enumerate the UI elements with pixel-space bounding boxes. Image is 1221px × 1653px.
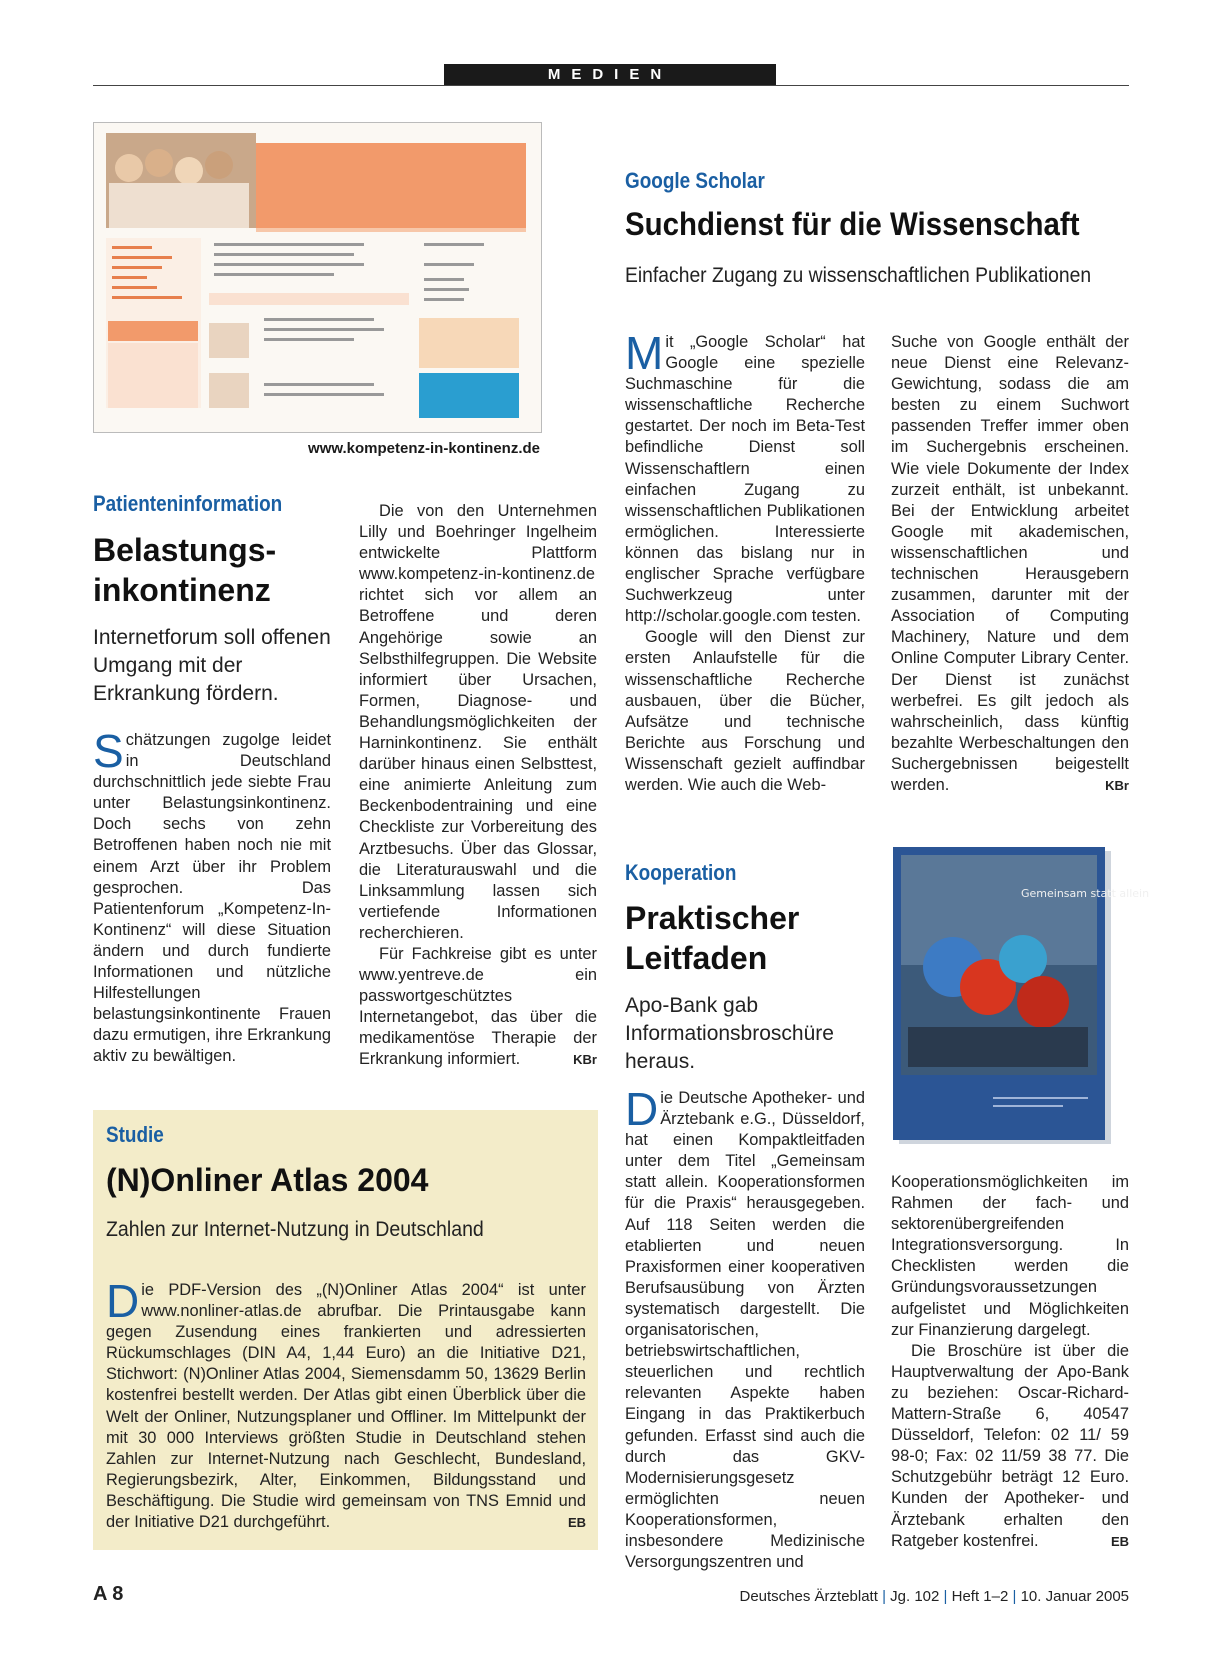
- article3-deck: Apo-Bank gab Informationsbroschüre heraus.: [625, 994, 834, 1073]
- article1-deck: Internetforum soll offenen Umgang mit der Erkrankung fördern.: [93, 626, 331, 705]
- article3-signature: EB: [1110, 1533, 1129, 1549]
- article2-col2-p1: Suche von Google enthält der neue Dienst eine Relevanz-Gewichtung, sodass die am besten zu einem Suchwort passenden Treffer immer oben im Suchergebnis erscheinen. Wie viele Dokumente der Index zurzeit enthält, ist unbekannt. Bei der Entwicklung arbeitet Google mit akademischen, wissenschaftlichen und technischen Herausgebern zusammen, darunter mit der Association of Computing Machinery, Nature und dem Online Computer Library Center. Der Dienst ist zunächst werbefrei. Es gilt jedoch als wahrscheinlich, dass künftig bezahlte Werbeschaltungen den Suchergebnissen beigestellt werden.: [891, 333, 1129, 794]
- screenshot-caption: www.kompetenz-in-kontinenz.de: [308, 440, 540, 457]
- article1-kicker: Patienteninformation: [93, 491, 283, 516]
- article2-column1: [625, 327, 865, 796]
- footer-journal: Deutsches Ärzteblatt: [739, 1588, 878, 1605]
- article2-drop-cap: M: [625, 327, 664, 379]
- article2-headline: Suchdienst für die Wissenschaft: [625, 206, 1080, 242]
- article2-kicker: Google Scholar: [625, 168, 765, 193]
- article3-col2-p2: Die Broschüre ist über die Hauptverwaltung der Apo-Bank zu beziehen: Oscar-Richard-Mattern-Straße 6, 40547 Düsseldorf, Telefon: 02 11/ 59 98-0; Fax: 02 11/59 38 77. Die Schutzgebühr beträgt 12 Euro. Kunden der Apotheker- und Ärztebank erhalten den Ratgeber kostenfrei.: [891, 1341, 1129, 1550]
- article2-signature: KBr: [1105, 777, 1129, 793]
- article1-col2-p2: Für Fachkreise gibt es unter www.yentreve.de ein passwortgeschütztes Internetangebot, das über die medikamentöse Therapie der Erkrankung informiert.: [359, 944, 597, 1069]
- article4-body-text: ie PDF-Version des „(N)Onliner Atlas 2004“ ist unter www.nonliner-atlas.de abrufbar. Die Printausgabe kann gegen Zusendung eines frankierten und adressierten Rückumschlages (DIN A4, 1,44 Euro) an die Initiative D21, Stichwort: (N)Onliner Atlas 2004, Siemensdamm 50, 13629 Berlin kostenfrei bestellt werden. Der Atlas gibt einen Überblick über die Welt der Onliner, Nutzungsplaner und Offliner. Im Mittelpunkt der mit 30 000 Interviews größten Studie in Deutschland stehen Zahlen zur Internet-Nutzung nach Geschlecht, Bundesland, Regierungsbezirk, Alter, Einkommen, Bildungsstand und Beschäftigung. Die Studie wird gemeinsam von TNS Emnid und der Initiative D21 durchgeführt.: [106, 1281, 586, 1532]
- article3-headline: [625, 898, 875, 978]
- article3-kicker: Kooperation: [625, 860, 737, 885]
- footer-date: 10. Januar 2005: [1020, 1588, 1129, 1605]
- article3-column1: [625, 1083, 865, 1573]
- article1-column1: [93, 725, 331, 1068]
- article2-deck: Einfacher Zugang zu wissenschaftlichen Publikationen: [625, 264, 1092, 287]
- article4-kicker: Studie: [106, 1122, 164, 1147]
- article1-col1-p1: chätzungen zugolge leidet in Deutschland durchschnittlich jede siebte Frau unter Belastungsinkontinenz. Doch sechs von zehn Betroffenen haben noch nie mit einem Arzt über ihr Problem gesprochen. Das Patientenforum „Kompetenz-In-Kontinenz“ will diese Situation ändern und durch fundierte Informationen und nützliche Hilfestellungen belastungsinkontinente Frauen dazu ermutigen, ihre Erkrankung aktiv zu bewältigen.: [93, 731, 331, 1066]
- footer-citation: Deutsches Ärzteblatt | Jg. 102 | Heft 1–2 | 10. Januar 2005: [739, 1588, 1129, 1605]
- article3-headline-line2: Leitfaden: [625, 940, 768, 976]
- article2-col1-p1: it „Google Scholar“ hat Google eine spezielle Suchmaschine für die wissenschaftliche Recherche gestartet. Der noch im Beta-Test befindliche Dienst soll Wissenschaftlern einen einfachen Zugang zu wissenschaftlichen Publikationen ermöglichen. Interessierte können das bislang nur in englischer Sprache verfügbare Suchwerkzeug unter http://scholar.google.com testen.: [625, 333, 865, 626]
- website-screenshot-graphic: [94, 123, 541, 432]
- article4-deck: Zahlen zur Internet-Nutzung in Deutschland: [106, 1218, 484, 1241]
- article4-headline: (N)Onliner Atlas 2004: [106, 1162, 429, 1198]
- header-rule: [93, 85, 1129, 86]
- article3-drop-cap: D: [625, 1083, 659, 1135]
- brochure-cover-graphic: [893, 847, 1150, 1144]
- article3-col1-p1: ie Deutsche Apotheker- und Ärztebank e.G., Düsseldorf, hat einen Kompaktleitfaden unter dem Titel „Gemeinsam statt allein. Kooperationsformen für die Praxis“ herausgegeben. Auf 118 Seiten werden die etablierten und neuen Praxisformen einer kooperativen Berufsausübung von Ärzten systematisch dargestellt. Die organisatorischen, betriebswirtschaftlichen, steuerlichen und rechtlich relevanten Aspekte haben Eingang in das Praktikerbuch gefunden. Erfasst sind auch die durch das GKV-Modernisierungsgesetz ermöglichten neuen Kooperationsformen, insbesondere Medizinische Versorgungszentren und: [625, 1089, 865, 1572]
- footer-volume: Jg. 102: [890, 1588, 940, 1605]
- page-number: A 8: [93, 1583, 124, 1605]
- article1-headline-line2: inkontinenz: [93, 572, 271, 608]
- brochure-cover-image: [893, 847, 1150, 1144]
- brochure-title: Gemeinsam statt allein: [1021, 887, 1150, 900]
- article1-headline-line1: Belastungs-: [93, 532, 277, 568]
- article3-headline-line1: Praktischer: [625, 900, 800, 936]
- article2-col1-p2: Google will den Dienst zur ersten Anlaufstelle für die wissenschaftliche Recherche ausbauen, über die Bücher, Aufsätze und technische Berichte aus Forschung und Wissenschaft gezielt auffindbar werden. Wie auch die Web-: [625, 628, 865, 794]
- section-label: MEDIEN: [444, 64, 776, 86]
- article3-column2: [891, 1172, 1129, 1552]
- article2-column2: [891, 332, 1129, 796]
- website-screenshot-image: [93, 122, 542, 433]
- article4-drop-cap: D: [106, 1275, 140, 1327]
- article1-drop-cap: S: [93, 725, 124, 777]
- article4-body: [106, 1275, 586, 1533]
- article1-signature: KBr: [573, 1052, 597, 1068]
- article4-signature: EB: [567, 1515, 586, 1531]
- footer-issue: Heft 1–2: [951, 1588, 1009, 1605]
- article1-col2-p1: Die von den Unternehmen Lilly und Boehringer Ingelheim entwickelte Plattform www.kompetenz-in-kontinenz.de richtet sich vor allem an Betroffene und deren Angehörige sowie an Selbsthilfegruppen. Die Website informiert über Ursachen, Formen, Diagnose- und Behandlungsmöglichkeiten der Harninkontinenz. Sie enthält darüber hinaus einen Selbsttest, eine animierte Anleitung zum Beckenbodentraining und eine Checkliste zur Vorbereitung des Arztbesuchs. Über das Glossar, die Literaturauswahl und die Linksammlung lassen sich vertiefende Informationen recherchieren.: [359, 502, 597, 942]
- article3-col2-p1: Kooperationsmöglichkeiten im Rahmen der fach- und sektorenübergreifenden Integrationsversorgung. In Checklisten werden die Gründungsvoraussetzungen aufgelistet und Möglichkeiten zur Finanzierung dargelegt.: [891, 1173, 1129, 1339]
- article1-column2: [359, 501, 597, 1071]
- article1-headline: [93, 530, 353, 610]
